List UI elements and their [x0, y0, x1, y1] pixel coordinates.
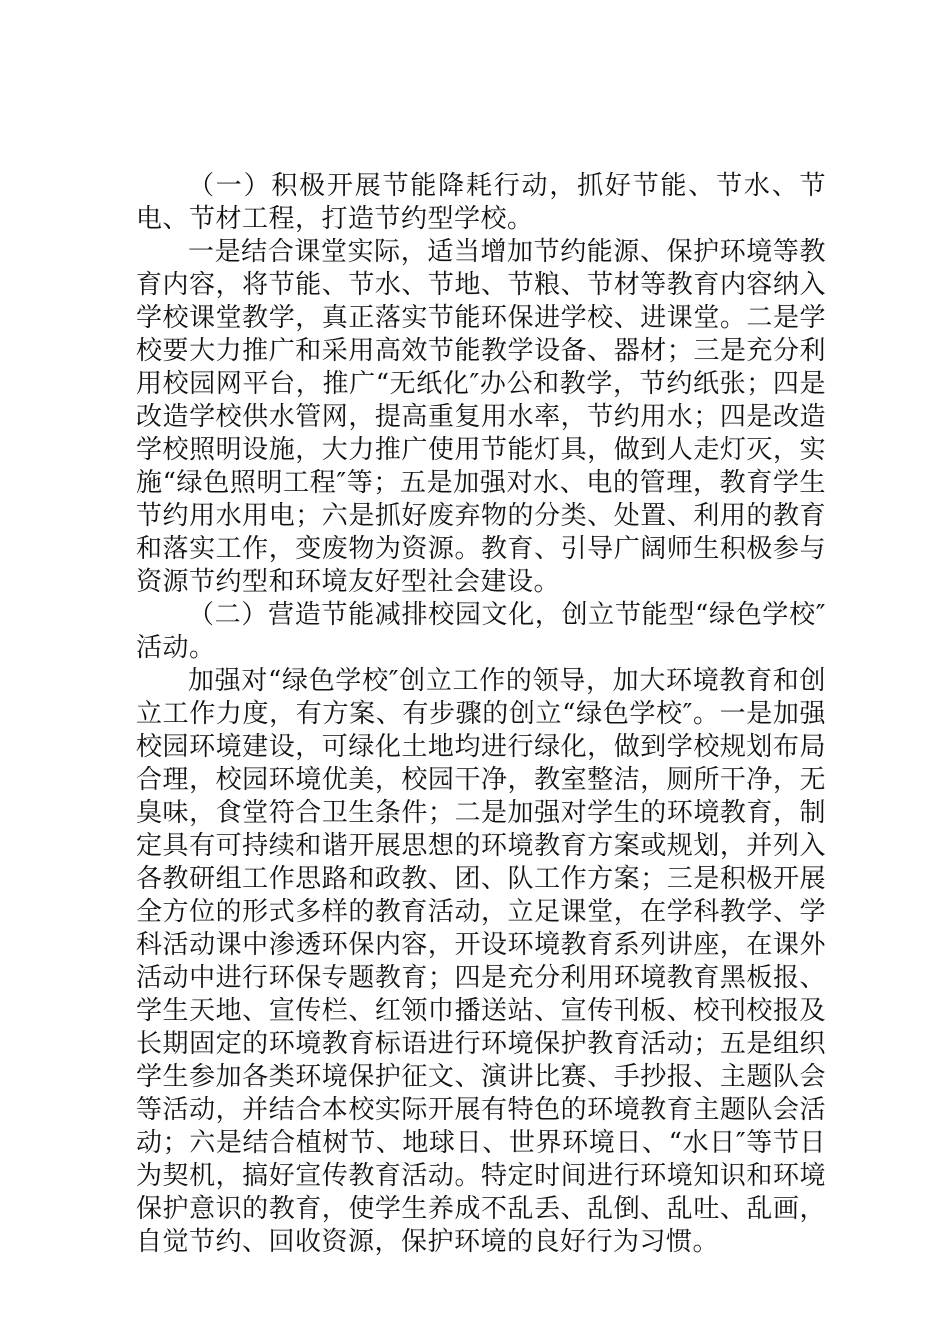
section-heading-2: （二）营造节能减排校园文化，创立节能型“绿色学校″活动。 [136, 600, 826, 663]
body-paragraph-1: 一是结合课堂实际，适当增加节约能源、保护环境等教育内容，将节能、节水、节地、节粮、节材等教育内容纳入学校课堂教学，真正落实节能环保进学校、进课堂。二是学校要大力推广和采用高效节能教学设备、器材；三是充分利用校园网平台，推广“无纸化″办公和教学，节约纸张；四是改造学校供水管网，提高重复用水率，节约用水；四是改造学校照明设施，大力推广使用节能灯具，做到人走灯灭，实施“绿色照明工程″等；五是加强对水、电的管理，教育学生节约用水用电；六是抓好废弃物的分类、处置、利用的教育和落实工作，变废物为资源。教育、引导广阔师生积极参与资源节约型和环境友好型社会建设。 [136, 237, 826, 597]
body-paragraph-2: 加强对“绿色学校″创立工作的领导，加大环境教育和创立工作力度，有方案、有步骤的创立“绿色学校″。一是加强校园环境建设，可绿化土地均进行绿化，做到学校规划布局合理，校园环境优美，校园干净，教室整洁，厕所干净，无臭味，食堂符合卫生条件；二是加强对学生的环境教育，制定具有可持续和谐开展思想的环境教育方案或规划，并列入各教研组工作思路和政教、团、队工作方案；三是积极开展全方位的形式多样的教育活动，立足课堂，在学科教学、学科活动课中渗透环保内容，开设环境教育系列讲座，在课外活动中进行环保专题教育；四是充分利用环境教育黑板报、学生天地、宣传栏、红领巾播送站、宣传刊板、校刊校报及长期固定的环境教育标语进行环境保护教育活动；五是组织学生参加各类环境保护征文、演讲比赛、手抄报、主题队会等活动，并结合本校实际开展有特色的环境教育主题队会活动；六是结合植树节、地球日、世界环境日、“水日″等节日为契机，搞好宣传教育活动。特定时间进行环境知识和环境保护意识的教育，使学生养成不乱丢、乱倒、乱吐、乱画，自觉节约、回收资源，保护环境的良好行为习惯。 [136, 666, 826, 1257]
document-page [136, 170, 826, 1259]
section-heading-1: （一）积极开展节能降耗行动，抓好节能、节水、节电、节材工程，打造节约型学校。 [136, 171, 826, 234]
